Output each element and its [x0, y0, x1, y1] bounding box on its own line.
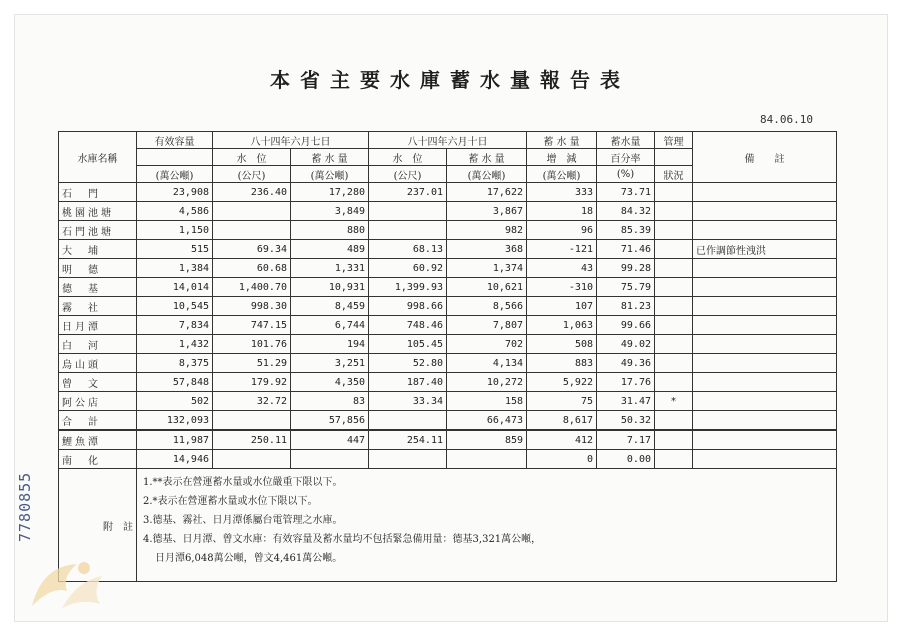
level-cell: 33.34: [369, 392, 447, 411]
header-pct-b: 百分率: [597, 149, 655, 166]
level-cell: 1,400.70: [213, 278, 291, 297]
page-title: 本省主要水庫蓄水量報告表: [270, 68, 630, 92]
storage-cell: 57,856: [291, 411, 369, 431]
capacity-cell: 11,987: [137, 430, 213, 450]
capacity-cell: 7,834: [137, 316, 213, 335]
reservoir-name: 德 基: [59, 278, 137, 297]
storage-cell: 1,331: [291, 259, 369, 278]
storage-cell: 489: [291, 240, 369, 259]
level-cell: 998.30: [213, 297, 291, 316]
level-cell: [213, 411, 291, 431]
change-cell: 0: [527, 450, 597, 469]
capacity-cell: 14,946: [137, 450, 213, 469]
mgmt-cell: [655, 240, 693, 259]
remark-cell: [693, 278, 837, 297]
storage-cell: 447: [291, 430, 369, 450]
mgmt-cell: [655, 430, 693, 450]
percent-cell: 49.02: [597, 335, 655, 354]
change-cell: 883: [527, 354, 597, 373]
header-change-a: 蓄 水 量: [527, 132, 597, 149]
change-cell: 508: [527, 335, 597, 354]
mgmt-cell: [655, 278, 693, 297]
storage-cell: 8,566: [447, 297, 527, 316]
reservoir-name: 白 河: [59, 335, 137, 354]
reservoir-name: 石門池塘: [59, 221, 137, 240]
level-cell: 187.40: [369, 373, 447, 392]
change-cell: 5,922: [527, 373, 597, 392]
table-row: [59, 202, 837, 221]
storage-cell: 368: [447, 240, 527, 259]
change-cell: 333: [527, 183, 597, 202]
percent-cell: 85.39: [597, 221, 655, 240]
header-remark: 備 註: [693, 132, 837, 183]
remark-cell: [693, 183, 837, 202]
storage-cell: 83: [291, 392, 369, 411]
remark-cell: 已作調節性洩洪: [693, 240, 837, 259]
storage-cell: [291, 450, 369, 469]
change-cell: 1,063: [527, 316, 597, 335]
header-cap-blank: [137, 149, 213, 166]
header-storage-unit-2: (萬公噸): [447, 166, 527, 183]
reservoir-name: 日月潭: [59, 316, 137, 335]
notes-label: 附 註: [59, 469, 137, 582]
level-cell: [213, 221, 291, 240]
header-mgmt-b: 狀況: [655, 166, 693, 183]
capacity-cell: 57,848: [137, 373, 213, 392]
remark-cell: [693, 392, 837, 411]
header-level-unit-1: (公尺): [213, 166, 291, 183]
header-pct-a: 蓄水量: [597, 132, 655, 149]
mgmt-cell: [655, 411, 693, 431]
remark-cell: [693, 221, 837, 240]
capacity-cell: 23,908: [137, 183, 213, 202]
mgmt-cell: [655, 316, 693, 335]
percent-cell: 75.79: [597, 278, 655, 297]
table-row: [59, 335, 837, 354]
header-cap: 有效容量: [137, 132, 213, 149]
level-cell: 68.13: [369, 240, 447, 259]
level-cell: 1,399.93: [369, 278, 447, 297]
percent-cell: 99.66: [597, 316, 655, 335]
table-row: [59, 373, 837, 392]
storage-cell: 17,622: [447, 183, 527, 202]
note-2: 2.*表示在營運蓄水量或水位下限以下。: [143, 496, 318, 507]
remark-cell: [693, 202, 837, 221]
level-cell: 250.11: [213, 430, 291, 450]
storage-cell: 8,459: [291, 297, 369, 316]
storage-cell: 6,744: [291, 316, 369, 335]
table-row-total: [59, 411, 837, 431]
reservoir-table: [58, 131, 837, 582]
notes-row: [59, 469, 837, 582]
storage-cell: 4,350: [291, 373, 369, 392]
level-cell: [369, 411, 447, 431]
mgmt-cell: [655, 297, 693, 316]
storage-cell: 3,867: [447, 202, 527, 221]
storage-cell: 1,374: [447, 259, 527, 278]
report-date: 84.06.10: [760, 113, 813, 126]
reservoir-name: 南 化: [59, 450, 137, 469]
header-cap-unit: (萬公噸): [137, 166, 213, 183]
level-cell: [369, 221, 447, 240]
header-storage-unit-1: (萬公噸): [291, 166, 369, 183]
note-1: 1.**表示在營運蓄水量或水位嚴重下限以下。: [143, 477, 343, 488]
table-row: [59, 450, 837, 469]
reservoir-name: 明 德: [59, 259, 137, 278]
change-cell: 107: [527, 297, 597, 316]
mgmt-cell: [655, 221, 693, 240]
storage-cell: 10,621: [447, 278, 527, 297]
mgmt-cell: [655, 335, 693, 354]
table-row: [59, 259, 837, 278]
storage-cell: 17,280: [291, 183, 369, 202]
level-cell: 747.15: [213, 316, 291, 335]
capacity-cell: 515: [137, 240, 213, 259]
archive-logo-icon: [22, 546, 112, 616]
change-cell: -310: [527, 278, 597, 297]
reservoir-name: 桃園池塘: [59, 202, 137, 221]
mgmt-cell: [655, 183, 693, 202]
reservoir-name: 阿公店: [59, 392, 137, 411]
level-cell: 236.40: [213, 183, 291, 202]
storage-cell: 158: [447, 392, 527, 411]
header-name: 水庫名稱: [59, 132, 137, 183]
header-change-b: 增 減: [527, 149, 597, 166]
storage-cell: 859: [447, 430, 527, 450]
note-3: 3.德基、霧社、日月潭係屬台電管理之水庫。: [143, 515, 343, 526]
remark-cell: [693, 354, 837, 373]
percent-cell: 73.71: [597, 183, 655, 202]
reservoir-name: 曾 文: [59, 373, 137, 392]
reservoir-name: 大 埔: [59, 240, 137, 259]
remark-cell: [693, 259, 837, 278]
storage-cell: 982: [447, 221, 527, 240]
capacity-cell: 10,545: [137, 297, 213, 316]
archive-number-stamp: 7780855: [16, 471, 34, 542]
header-pct-unit: (%): [597, 166, 655, 183]
remark-cell: [693, 450, 837, 469]
mgmt-cell: [655, 202, 693, 221]
storage-cell: 3,849: [291, 202, 369, 221]
reservoir-name: 鯉魚潭: [59, 430, 137, 450]
remark-cell: [693, 411, 837, 431]
level-cell: 69.34: [213, 240, 291, 259]
level-cell: 998.66: [369, 297, 447, 316]
percent-cell: 81.23: [597, 297, 655, 316]
header-level-1: 水 位: [213, 149, 291, 166]
mgmt-cell: [655, 354, 693, 373]
table-row: [59, 392, 837, 411]
storage-cell: [447, 450, 527, 469]
header-storage-1: 蓄 水 量: [291, 149, 369, 166]
change-cell: 412: [527, 430, 597, 450]
capacity-cell: 502: [137, 392, 213, 411]
remark-cell: [693, 297, 837, 316]
storage-cell: 4,134: [447, 354, 527, 373]
percent-cell: 7.17: [597, 430, 655, 450]
storage-cell: 3,251: [291, 354, 369, 373]
note-5: 日月潭6,048萬公噸，曾文4,461萬公噸。: [155, 553, 343, 564]
table-row: [59, 240, 837, 259]
mgmt-cell: [655, 259, 693, 278]
table-row: [59, 297, 837, 316]
note-4: 4.德基、日月潭、曾文水庫：有效容量及蓄水量均不包括緊急備用量：德基3,321萬公噸，: [143, 534, 542, 545]
reservoir-name: 石 門: [59, 183, 137, 202]
table-row: [59, 183, 837, 202]
table-row: [59, 430, 837, 450]
level-cell: 748.46: [369, 316, 447, 335]
percent-cell: 84.32: [597, 202, 655, 221]
level-cell: 52.80: [369, 354, 447, 373]
level-cell: 105.45: [369, 335, 447, 354]
level-cell: [213, 450, 291, 469]
table-row: [59, 354, 837, 373]
percent-cell: 71.46: [597, 240, 655, 259]
header-date1: 八十四年六月七日: [213, 132, 369, 149]
reservoir-name: 霧 社: [59, 297, 137, 316]
header-mgmt-blank: [655, 149, 693, 166]
level-cell: 32.72: [213, 392, 291, 411]
percent-cell: 50.32: [597, 411, 655, 431]
change-cell: 75: [527, 392, 597, 411]
storage-cell: 702: [447, 335, 527, 354]
remark-cell: [693, 335, 837, 354]
mgmt-cell: [655, 450, 693, 469]
reservoir-name: 烏山頭: [59, 354, 137, 373]
mgmt-cell: [655, 373, 693, 392]
percent-cell: 0.00: [597, 450, 655, 469]
percent-cell: 17.76: [597, 373, 655, 392]
level-cell: 237.01: [369, 183, 447, 202]
change-cell: 96: [527, 221, 597, 240]
mgmt-cell: *: [655, 392, 693, 411]
change-cell: 8,617: [527, 411, 597, 431]
level-cell: [369, 202, 447, 221]
level-cell: 179.92: [213, 373, 291, 392]
percent-cell: 49.36: [597, 354, 655, 373]
percent-cell: 99.28: [597, 259, 655, 278]
capacity-cell: 1,432: [137, 335, 213, 354]
storage-cell: 7,807: [447, 316, 527, 335]
capacity-cell: 14,014: [137, 278, 213, 297]
table-row: [59, 278, 837, 297]
capacity-cell: 4,586: [137, 202, 213, 221]
capacity-cell: 132,093: [137, 411, 213, 431]
table-row: [59, 316, 837, 335]
storage-cell: 194: [291, 335, 369, 354]
storage-cell: 880: [291, 221, 369, 240]
remark-cell: [693, 373, 837, 392]
table-row: [59, 221, 837, 240]
percent-cell: 31.47: [597, 392, 655, 411]
storage-cell: 10,931: [291, 278, 369, 297]
reservoir-name: 合 計: [59, 411, 137, 431]
level-cell: 60.68: [213, 259, 291, 278]
capacity-cell: 8,375: [137, 354, 213, 373]
notes-block: [137, 469, 837, 582]
header-level-unit-2: (公尺): [369, 166, 447, 183]
capacity-cell: 1,150: [137, 221, 213, 240]
level-cell: 254.11: [369, 430, 447, 450]
remark-cell: [693, 430, 837, 450]
change-cell: -121: [527, 240, 597, 259]
level-cell: [369, 450, 447, 469]
header-storage-2: 蓄 水 量: [447, 149, 527, 166]
storage-cell: 66,473: [447, 411, 527, 431]
header-date2: 八十四年六月十日: [369, 132, 527, 149]
header-level-2: 水 位: [369, 149, 447, 166]
capacity-cell: 1,384: [137, 259, 213, 278]
storage-cell: 10,272: [447, 373, 527, 392]
level-cell: 101.76: [213, 335, 291, 354]
change-cell: 43: [527, 259, 597, 278]
level-cell: 51.29: [213, 354, 291, 373]
header-change-unit: (萬公噸): [527, 166, 597, 183]
change-cell: 18: [527, 202, 597, 221]
level-cell: [213, 202, 291, 221]
level-cell: 60.92: [369, 259, 447, 278]
header-mgmt-a: 管理: [655, 132, 693, 149]
remark-cell: [693, 316, 837, 335]
